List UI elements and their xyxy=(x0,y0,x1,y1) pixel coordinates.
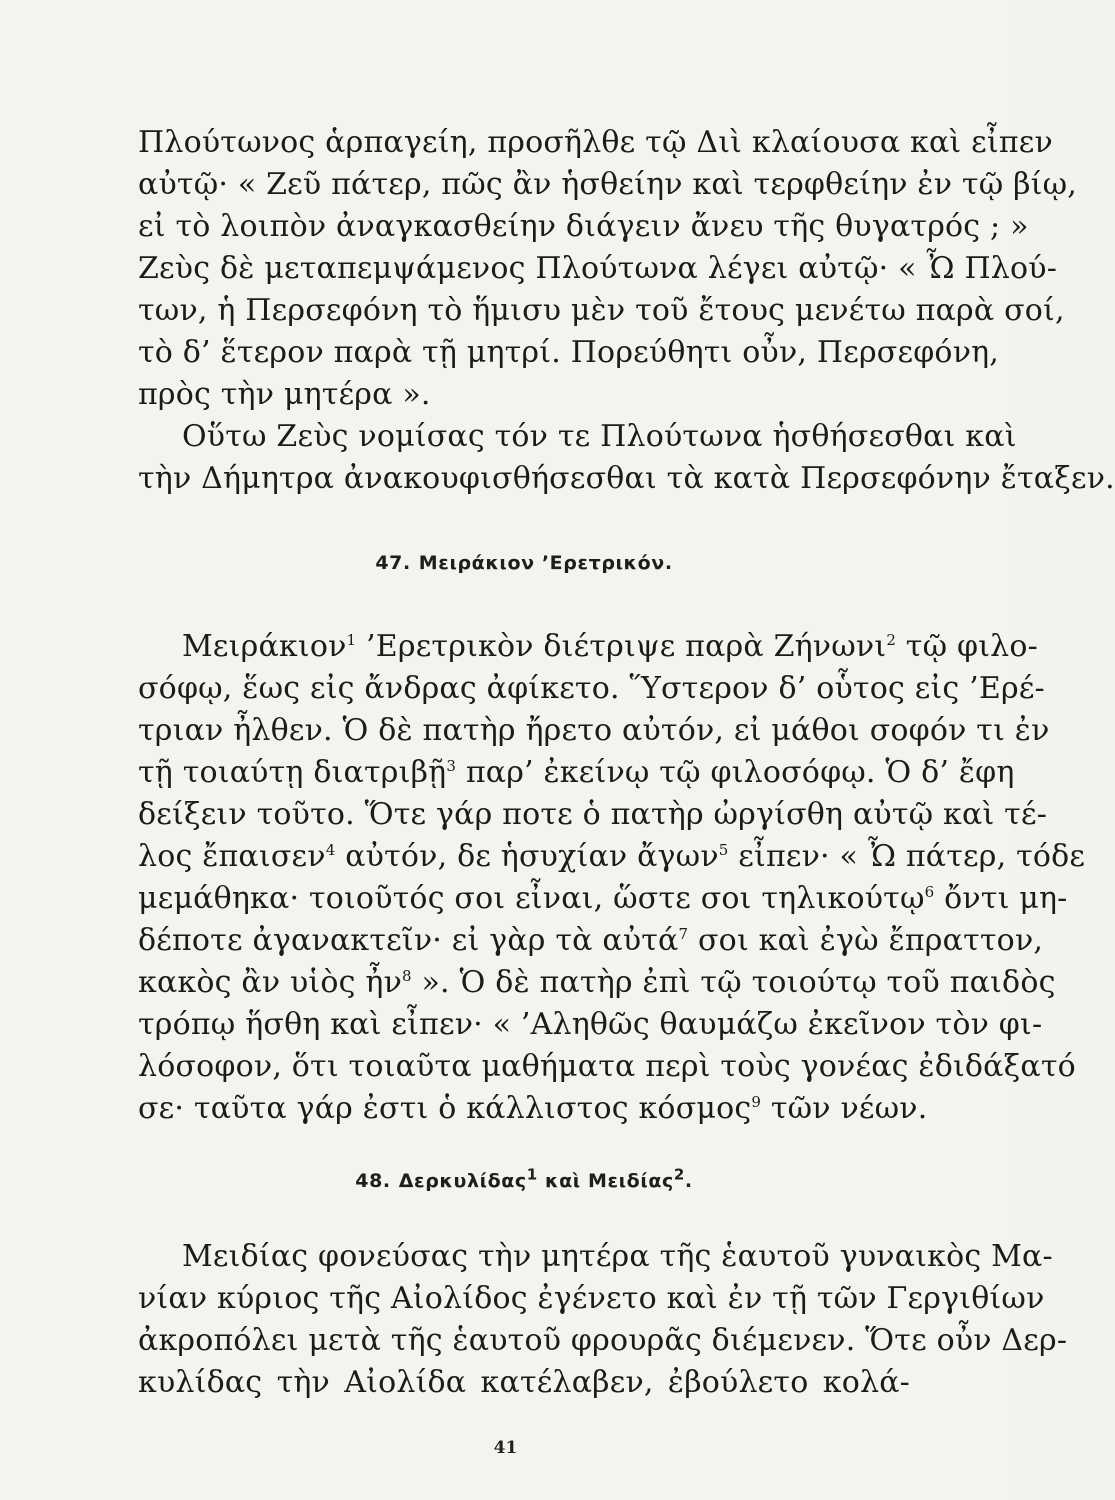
footnote-marker: 8 xyxy=(402,967,412,985)
text-line: Ζεὺς δὲ μεταπεμψάμενος Πλούτωνα λέγει αὐτῷ· « Ὦ Πλού- xyxy=(138,251,1058,286)
text-line: δείξειν τοῦτο. Ὅτε γάρ ποτε ὁ πατὴρ ὠργίσθη αὐτῷ καὶ τέ- xyxy=(138,797,1048,832)
text-line: κυλίδας τὴν Αἰολίδα κατέλαβεν, ἐβούλετο κολά- xyxy=(138,1365,910,1400)
text-line: κακὸς ἂν υἱὸς ἦν$^8$ ». Ὁ δὲ πατὴρ ἐπὶ τῷ τοιούτῳ τοῦ παιδὸς xyxy=(138,965,1056,1000)
text-line: πρὸς τὴν μητέρα ». xyxy=(138,377,431,412)
section-47-body xyxy=(138,626,1086,1130)
footnote-marker: 3 xyxy=(446,757,457,775)
footnote-marker: 6 xyxy=(924,883,935,901)
footnote-marker: 9 xyxy=(751,1093,762,1111)
text-line: λόσοφον, ὅτι τοιαῦτα μαθήματα περὶ τοὺς γονέας ἐδιδάξατό xyxy=(138,1049,1076,1084)
text-line: Πλούτωνος ἁρπαγείη, προσῆλθε τῷ Διὶ κλαίουσα καὶ εἶπεν xyxy=(138,125,1053,160)
text-line: σόφῳ, ἕως εἰς ἄνδρας ἀφίκετο. Ὕστερον δ’ οὗτος εἰς ’Ερέ- xyxy=(138,671,1045,706)
footnote-marker: 5 xyxy=(718,841,729,859)
text-line: τριαν ἦλθεν. Ὁ δὲ πατὴρ ἤρετο αὐτόν, εἰ μάθοι σοφόν τι ἐν xyxy=(138,713,1050,748)
page-number: 41 xyxy=(493,1438,518,1458)
footnote-marker: 7 xyxy=(678,925,689,943)
text-line: λος ἔπαισεν$^4$ αὐτόν, δε ἡσυχίαν ἄγων$^5$ εἶπεν· « Ὦ πάτερ, τόδε xyxy=(138,839,1086,874)
footnote-marker: 2 xyxy=(673,1165,685,1184)
text-line: Οὕτω Ζεὺς νομίσας τόν τε Πλούτωνα ἡσθήσεσθαι καὶ xyxy=(182,419,1017,454)
footnote-marker: 1 xyxy=(526,1165,538,1184)
text-line: τρόπῳ ἥσθη καὶ εἶπεν· « ’Αληθῶς θαυμάζω ἐκεῖνον τὸν φι- xyxy=(138,1007,1043,1042)
section-number: 48. xyxy=(355,1170,391,1192)
text-line: αὐτῷ· « Ζεῦ πάτερ, πῶς ἂν ἡσθείην καὶ τερφθείην ἐν τῷ βίῳ, xyxy=(138,167,1077,202)
section-number: 47. xyxy=(375,552,411,574)
section-heading-48: 48. Δερκυλίδας$^1$ καὶ Μειδίας$^2$. xyxy=(355,1165,693,1192)
text-line: Μειράκιον$^1$ ’Ερετρικὸν διέτριψε παρὰ Ζήνωνι$^2$ τῷ φιλο- xyxy=(182,629,1038,664)
text-line: δέποτε ἀγανακτεῖν· εἰ γὰρ τὰ αὐτά$^7$ σοι καὶ ἐγὼ ἔπραττον, xyxy=(138,923,1044,958)
footnote-marker: 2 xyxy=(886,631,897,649)
paragraph-continuation xyxy=(138,122,1115,500)
footnote-marker: 1 xyxy=(346,631,357,649)
text-line: Μειδίας φονεύσας τὴν μητέρα τῆς ἑαυτοῦ γυναικὸς Μα- xyxy=(182,1239,1053,1274)
text-line: σε· ταῦτα γάρ ἐστι ὁ κάλλιστος κόσμος$^9$ τῶν νέων. xyxy=(138,1091,928,1126)
text-line: τὴν Δήμητρα ἀνακουφισθήσεσθαι τὰ κατὰ Περσεφόνην ἔταξεν. xyxy=(138,461,1115,496)
text-line: ἀκροπόλει μετὰ τῆς ἑαυτοῦ φρουρᾶς διέμενεν. Ὅτε οὖν Δερ- xyxy=(138,1323,1068,1358)
text-line: μεμάθηκα· τοιοῦτός σοι εἶναι, ὥστε σοι τηλικούτῳ$^6$ ὄντι μη- xyxy=(138,881,1068,916)
section-heading-47 xyxy=(138,552,910,574)
text-line: τὸ δ’ ἕτερον παρὰ τῇ μητρί. Πορεύθητι οὖν, Περσεφόνη, xyxy=(138,335,1000,370)
section-48-body xyxy=(138,1236,1068,1404)
section-title: Μειράκιον ’Ερετρικόν. xyxy=(418,552,673,574)
text-line: νίαν κύριος τῆς Αἰολίδος ἐγένετο καὶ ἐν τῇ τῶν Γεργιθίων xyxy=(138,1281,1045,1316)
text-line: εἰ τὸ λοιπὸν ἀναγκασθείην διάγειν ἄνευ τῆς θυγατρός ; » xyxy=(138,209,1029,244)
text-line: τῇ τοιαύτῃ διατριβῇ$^3$ παρ’ ἐκείνῳ τῷ φιλοσόφῳ. Ὁ δ’ ἔφη xyxy=(138,755,1015,790)
footnote-marker: 4 xyxy=(325,841,336,859)
text-line: των, ἡ Περσεφόνη τὸ ἥμισυ μὲν τοῦ ἔτους μενέτω παρὰ σοί, xyxy=(138,293,1065,328)
